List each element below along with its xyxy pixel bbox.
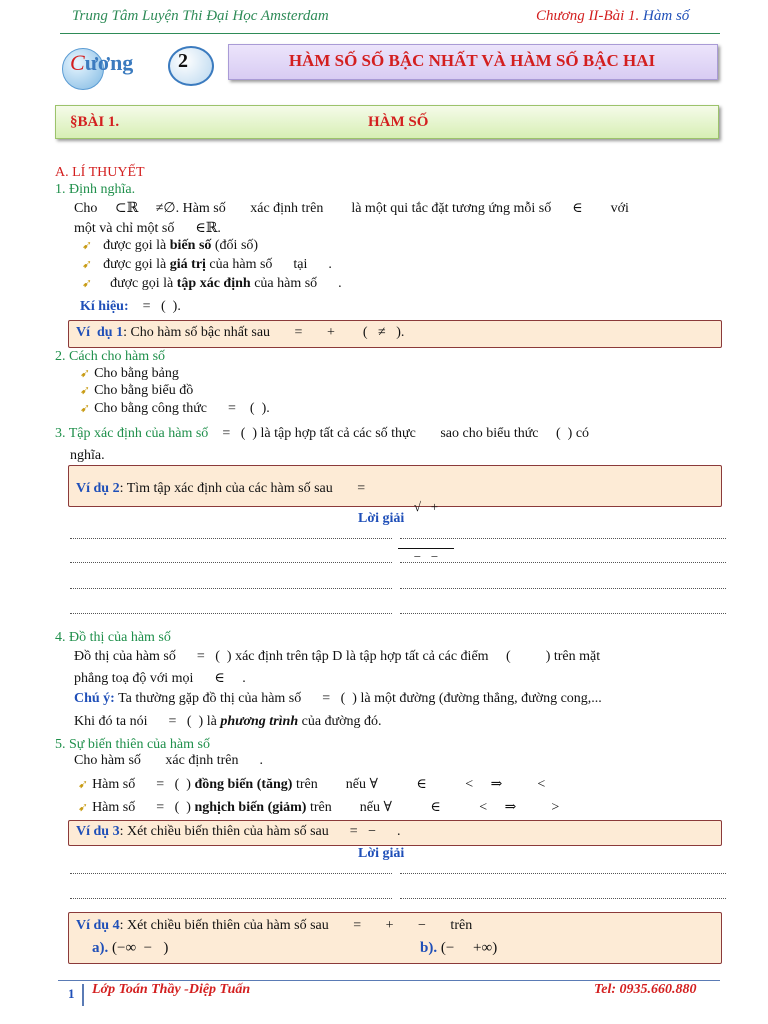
bullet-arrow-icon: ➹ (82, 276, 93, 290)
definition-line-2: một và chỉ một số ∈ℝ. (74, 221, 221, 236)
example-3: Ví dụ 3: Xét chiều biến thiên của hàm số sau = − . (76, 824, 401, 839)
chapter-title: HÀM SỐ SỐ BẬC NHẤT VÀ HÀM SỐ BẬC HAI (288, 51, 656, 70)
variation-heading: 5. Sự biến thiên của hàm số (55, 737, 210, 752)
example-4-part-a: a). (−∞ − ) (92, 940, 169, 956)
part-b-label: b). (420, 940, 438, 956)
answer-line (400, 873, 726, 874)
domain-line-1: 3. Tập xác định của hàm số = ( ) là tập hợp tất cả các số thực sao cho biểu thức ( ) có (55, 426, 590, 441)
solution-label-2: Lời giải (358, 846, 405, 861)
bullet-arrow-icon: ➹ (82, 238, 93, 252)
header-topic: Hàm số (639, 8, 690, 24)
example-2-label: Ví dụ 2 (76, 481, 120, 496)
method-item-3: ➹ Cho bằng công thức = ( ). (80, 401, 270, 416)
answer-line (400, 588, 726, 589)
footer-teacher: Lớp Toán Thầy -Diệp Tuấn (92, 982, 251, 997)
graph-line-1: Đồ thị của hàm số = ( ) xác định trên tập D là tập hợp tất cả các điểm ( ) trên mặt (74, 649, 601, 664)
bullet-arrow-icon: ➹ (80, 383, 91, 397)
example-1: Ví dụ 1: Cho hàm số bậc nhất sau = + ( ≠ ). (76, 325, 405, 340)
variation-decreasing: ➹ Hàm số = ( ) nghịch biến (giảm) trên nếu ∀ ∈ < ⇒ > (78, 800, 560, 815)
part-a-label: a). (92, 940, 109, 956)
bullet-arrow-icon: ➹ (80, 366, 91, 380)
answer-line (70, 873, 392, 874)
bullet-arrow-icon: ➹ (80, 401, 91, 415)
chapter-number: 2 (178, 50, 188, 72)
answer-line (400, 562, 726, 563)
notation: Kí hiệu: = ( ). (80, 299, 181, 314)
example-2-fraction (398, 467, 454, 581)
note-label: Chú ý: (74, 691, 115, 706)
solution-label-1: Lời giải (358, 511, 405, 526)
lesson-label: §BÀI 1. (70, 114, 120, 130)
footer-rule (58, 980, 720, 981)
notation-label: Kí hiệu: (80, 299, 129, 314)
page-number: 1 (68, 986, 75, 1001)
header-chapter: Chương II- (536, 8, 604, 24)
answer-line (70, 898, 392, 899)
method-item-2: ➹ Cho bằng biểu đồ (80, 383, 194, 398)
definition-bullet-2: ➹ được gọi là giá trị của hàm số tại . (82, 257, 332, 272)
domain-line-2: nghĩa. (70, 448, 105, 463)
definition-bullet-1: ➹ được gọi là biến số (đối số) (82, 238, 259, 253)
methods-heading: 2. Cách cho hàm số (55, 349, 166, 364)
definition-heading: 1. Định nghĩa. (55, 182, 136, 197)
variation-line-1: Cho hàm số xác định trên . (74, 753, 263, 768)
header-lesson: Bài 1. (603, 8, 640, 24)
chapter-number-circle (168, 46, 214, 86)
definition-bullet-3: ➹ được gọi là tập xác định của hàm số . (82, 276, 342, 291)
theory-heading: A. LÍ THUYẾT (55, 165, 145, 180)
fraction-denominator: − − (398, 548, 454, 565)
answer-line (400, 538, 726, 539)
answer-line (70, 588, 392, 589)
footer-divider (82, 984, 84, 1006)
graph-line-3: Khi đó ta nói = ( ) là phương trình của đường đó. (74, 714, 382, 729)
definition-line-1: Cho ⊂ℝ ≠∅. Hàm số xác định trên là một qui tắc đặt tương ứng mỗi số ∈ với (74, 201, 629, 216)
example-4-part-b: b). (− +∞) (420, 940, 498, 956)
bullet-arrow-icon: ➹ (78, 777, 89, 791)
answer-line (70, 562, 392, 563)
header-chapter-ref (536, 8, 689, 25)
header-rule (60, 33, 720, 34)
answer-line (70, 538, 392, 539)
example-4: Ví dụ 4: Xét chiều biến thiên của hàm số sau = + − trên (76, 918, 473, 933)
lesson-title: HÀM SỐ (368, 114, 429, 130)
header-center-name: Trung Tâm Luyện Thi Đại Học Amsterdam (72, 8, 329, 24)
domain-heading: 3. Tập xác định của hàm số (55, 426, 209, 441)
method-item-1: ➹ Cho bằng bảng (80, 366, 179, 381)
answer-line (400, 898, 726, 899)
chapter-word: Cương (70, 50, 134, 75)
fraction-numerator: √ + (413, 499, 439, 514)
answer-line (70, 613, 392, 614)
graph-note: Chú ý: Ta thường gặp đồ thị của hàm số = ( ) là một đường (đường thẳng, đường cong,... (74, 691, 602, 706)
variation-increasing: ➹ Hàm số = ( ) đồng biến (tăng) trên nếu ∀ ∈ < ⇒ < (78, 777, 546, 792)
example-1-label: Ví dụ 1 (76, 325, 124, 340)
example-3-label: Ví dụ 3 (76, 824, 120, 839)
footer-phone: Tel: 0935.660.880 (594, 982, 697, 997)
example-4-label: Ví dụ 4 (76, 918, 120, 933)
graph-heading: 4. Đồ thị của hàm số (55, 630, 171, 645)
bullet-arrow-icon: ➹ (78, 800, 89, 814)
bullet-arrow-icon: ➹ (82, 257, 93, 271)
example-2: Ví dụ 2: Tìm tập xác định của các hàm số sau = (76, 481, 366, 496)
answer-line (400, 613, 726, 614)
graph-line-2: phẳng toạ độ với mọi ∈ . (74, 671, 246, 686)
